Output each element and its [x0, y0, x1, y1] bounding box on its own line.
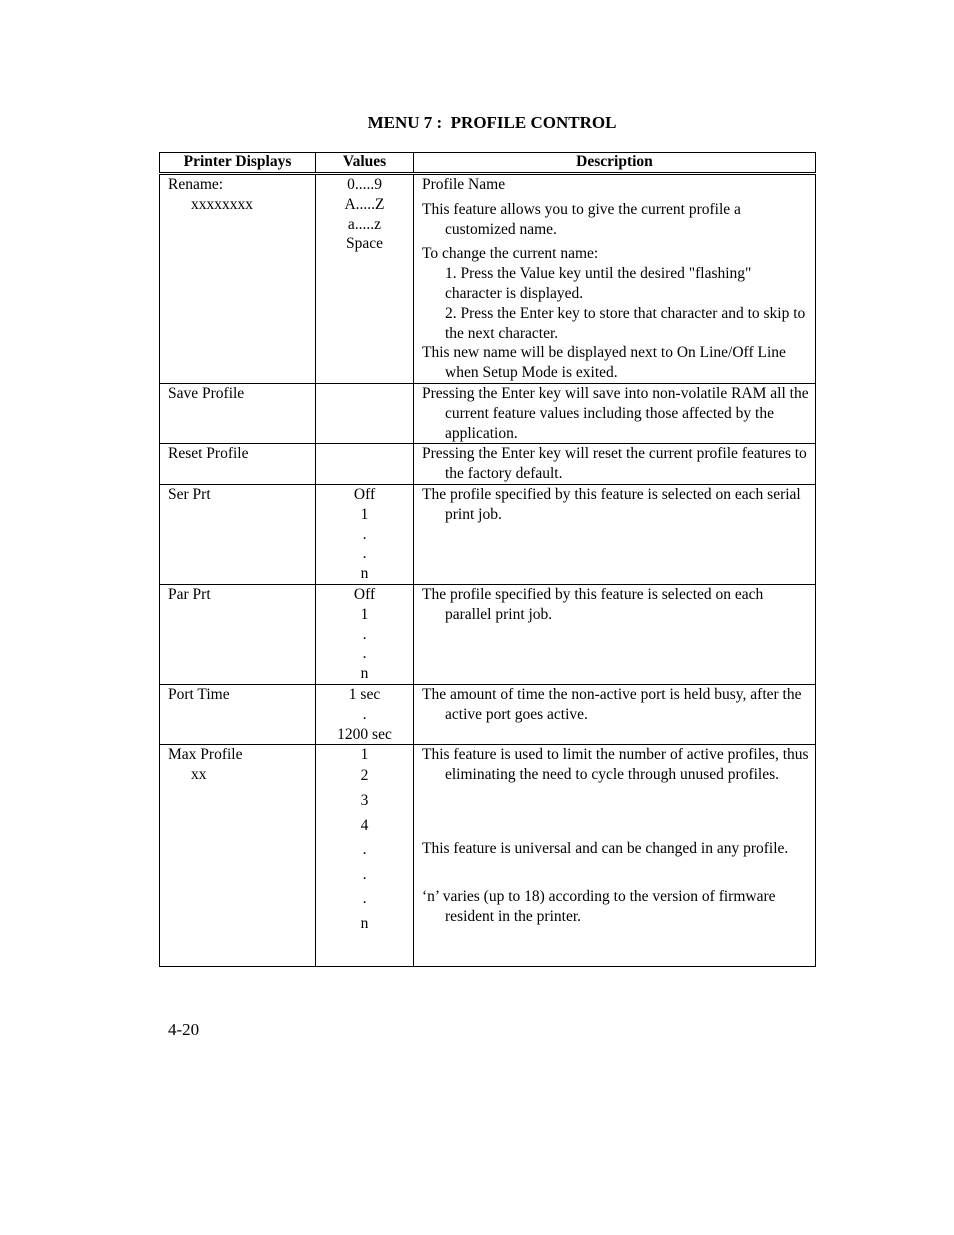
table-row-max-profile: [160, 745, 816, 967]
desc-step: 1. Press the Value key until the desired "flashing" character is displayed.: [445, 265, 752, 302]
header-printer-displays: Printer Displays: [160, 153, 316, 174]
value-item: n: [360, 665, 369, 683]
description-cell: [414, 174, 816, 384]
header-description: Description: [414, 153, 816, 174]
display-cell: Par Prt: [160, 584, 316, 684]
table-row-reset-profile: [160, 444, 816, 485]
value-item: 2: [360, 767, 369, 785]
desc-line: To change the current name:: [422, 245, 599, 263]
display-label: Rename:: [168, 176, 224, 193]
value-item: .: [362, 525, 367, 543]
table-row-ser-prt: [160, 484, 816, 584]
display-cell: Ser Prt: [160, 484, 316, 584]
desc-line: The profile specified by this feature is selected on each serial print job.: [422, 485, 801, 523]
display-cell: Save Profile: [160, 383, 316, 443]
values-cell: [316, 684, 414, 744]
value-item: .: [362, 705, 367, 723]
table-row-par-prt: [160, 584, 816, 684]
desc-line: This new name will be displayed next to On Line/Off Line when Setup Mode is exited.: [422, 344, 786, 382]
desc-line: This feature is used to limit the number of active profiles, thus eliminating the need to cycle through unused profiles.: [422, 746, 809, 784]
desc-line: Profile Name: [422, 176, 506, 193]
value-item: .: [362, 841, 367, 859]
table-row-save-profile: [160, 383, 816, 443]
value-item: 3: [360, 791, 369, 809]
value-item: a.....z: [347, 215, 382, 233]
profile-control-table: [159, 152, 816, 967]
value-item: Off: [353, 585, 376, 603]
value-item: 1 sec: [348, 685, 381, 703]
display-cell: Reset Profile: [160, 444, 316, 485]
desc-step: 2. Press the Enter key to store that character and to skip to the next character.: [445, 304, 806, 342]
display-sub: xxxxxxxx: [191, 195, 253, 213]
desc-line: This feature allows you to give the current profile a customized name.: [422, 200, 741, 238]
value-item: n: [360, 914, 369, 932]
values-cell: [316, 444, 414, 485]
display-cell: [160, 745, 316, 967]
value-item: 1: [360, 505, 369, 523]
display-cell: Port Time: [160, 684, 316, 744]
value-item: Off: [353, 485, 376, 503]
value-item: .: [362, 890, 367, 908]
desc-line: Pressing the Enter key will save into non-volatile RAM all the current feature values including those affected by the application.: [422, 384, 809, 442]
page-title: MENU 7 : PROFILE CONTROL: [367, 113, 617, 132]
page-number: 4-20: [168, 1020, 200, 1039]
display-label: Max Profile: [168, 746, 243, 764]
values-cell: [316, 174, 414, 384]
value-item: 0.....9: [347, 176, 382, 193]
value-item: A.....Z: [344, 195, 385, 213]
value-item: .: [362, 625, 367, 643]
value-item: 1: [360, 605, 369, 623]
value-item: .: [362, 865, 367, 883]
value-item: 4: [360, 816, 369, 834]
value-item: 1: [360, 746, 369, 764]
values-cell: [316, 584, 414, 684]
description-cell: [414, 584, 816, 684]
description-cell: [414, 684, 816, 744]
description-cell: [414, 484, 816, 584]
value-item: 1200 sec: [337, 725, 392, 743]
table-header-row: [160, 153, 816, 174]
values-cell: [316, 484, 414, 584]
description-cell: [414, 745, 816, 967]
values-cell: [316, 383, 414, 443]
value-item: .: [362, 645, 367, 663]
display-sub: xx: [191, 766, 207, 784]
values-cell: [316, 745, 414, 967]
description-cell: [414, 444, 816, 485]
table-row-rename: [160, 174, 816, 384]
value-item: .: [362, 545, 367, 563]
desc-line: This feature is universal and can be changed in any profile.: [422, 839, 789, 857]
desc-line: Pressing the Enter key will reset the current profile features to the factory default.: [422, 445, 807, 483]
display-cell: [160, 174, 316, 384]
value-item: Space: [345, 235, 383, 253]
desc-line: The amount of time the non-active port is held busy, after the active port goes active.: [422, 685, 802, 723]
table-row-port-time: [160, 684, 816, 744]
desc-line: ‘n’ varies (up to 18) according to the version of firmware resident in the printer.: [422, 887, 776, 925]
value-item: n: [360, 565, 369, 583]
desc-line: The profile specified by this feature is selected on each parallel print job.: [422, 585, 764, 623]
header-values: Values: [316, 153, 414, 174]
description-cell: [414, 383, 816, 443]
